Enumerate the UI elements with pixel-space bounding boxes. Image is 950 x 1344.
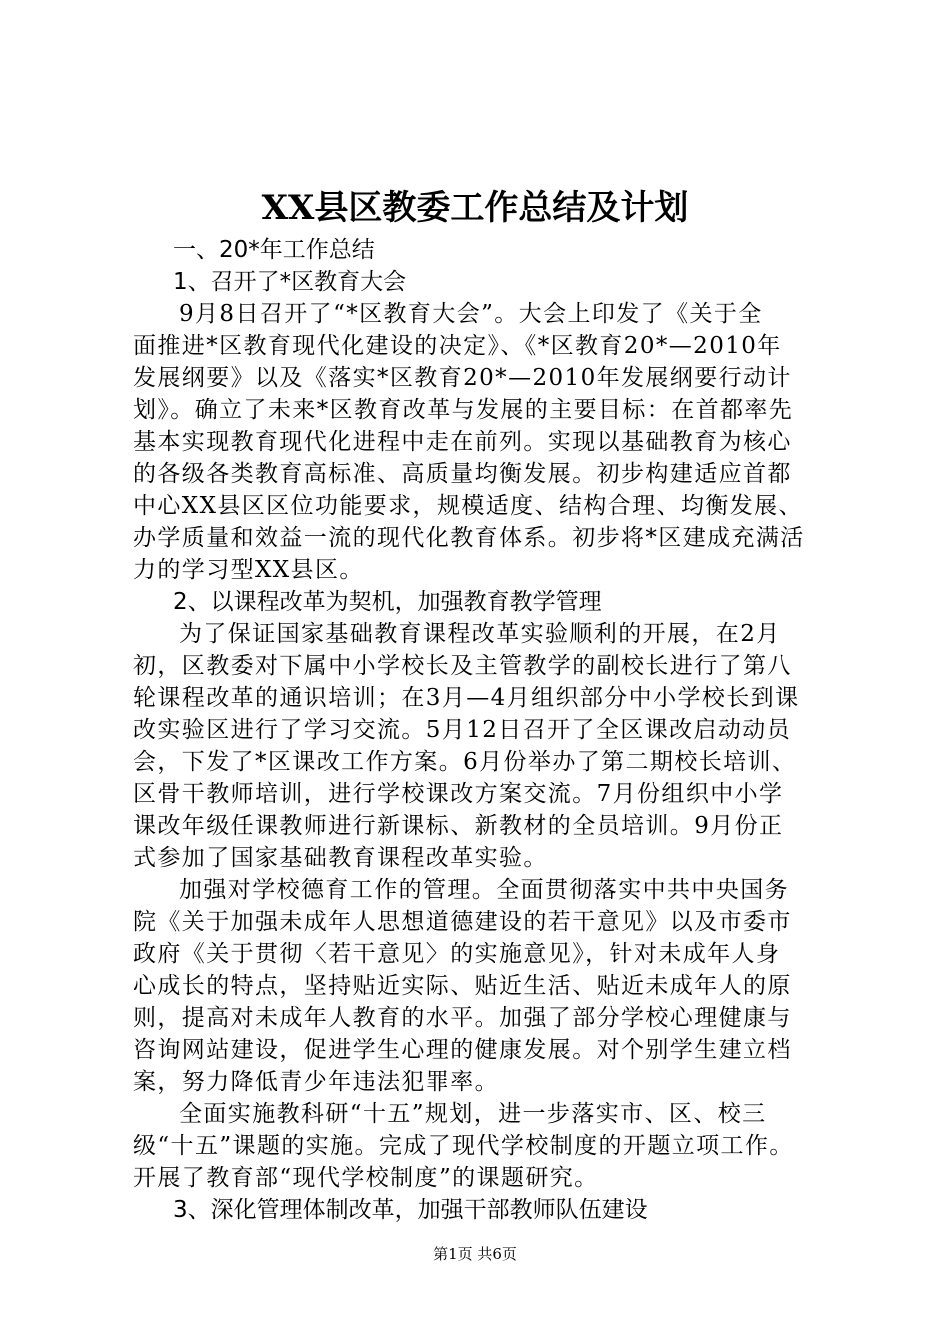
- paragraph-line: 咨询网站建设，促进学生心理的健康发展。对个别学生建立档: [133, 1037, 792, 1063]
- paragraph-line: 全面实施教科研“十五”规划，进一步落实市、区、校三: [179, 1101, 767, 1127]
- section-heading: 3、深化管理体制改革，加强干部教师队伍建设: [173, 1197, 648, 1223]
- paragraph-line: 发展纲要》以及《落实*区教育20*—2010年发展纲要行动计: [133, 365, 792, 391]
- document-title: XX县区教委工作总结及计划: [261, 188, 689, 228]
- paragraph-line: 会，下发了*区课改工作方案。6月份举办了第二期校长培训、: [133, 749, 797, 775]
- paragraph-line: 加强对学校德育工作的管理。全面贯彻落实中共中央国务: [179, 877, 789, 903]
- paragraph-line: 级“十五”课题的实施。完成了现代学校制度的开题立项工作。: [133, 1133, 794, 1159]
- paragraph-line: 开展了教育部“现代学校制度”的课题研究。: [133, 1165, 599, 1191]
- paragraph-line: 中心XX县区区位功能要求，规模适度、结构合理、均衡发展、: [133, 493, 803, 519]
- paragraph-line: 课改年级任课教师进行新课标、新教材的全员培训。9月份正: [133, 813, 784, 839]
- paragraph-line: 为了保证国家基础教育课程改革实验顺利的开展，在2月: [179, 621, 781, 647]
- paragraph-line: 9月8日召开了“*区教育大会”。大会上印发了《关于全: [179, 301, 763, 327]
- paragraph-line: 心成长的特点，坚持贴近实际、贴近生活、贴近未成年人的原: [133, 973, 792, 999]
- paragraph-line: 院《关于加强未成年人思想道德建设的若干意见》以及市委市: [133, 909, 792, 935]
- paragraph-line: 的各级各类教育高标准、高质量均衡发展。初步构建适应首都: [133, 461, 792, 487]
- paragraph-line: 区骨干教师培训，进行学校课改方案交流。7月份组织中小学: [133, 781, 784, 807]
- paragraph-line: 案，努力降低青少年违法犯罪率。: [133, 1069, 499, 1095]
- paragraph-line: 办学质量和效益一流的现代化教育体系。初步将*区建成充满活: [133, 525, 805, 551]
- section-heading: 1、召开了*区教育大会: [173, 269, 407, 295]
- paragraph-line: 面推进*区教育现代化建设的决定》、《*区教育20*—2010年: [133, 333, 782, 359]
- paragraph-line: 改实验区进行了学习交流。5月12日召开了全区课改启动动员: [133, 717, 792, 743]
- document-body: [133, 234, 833, 1226]
- section-heading: 2、以课程改革为契机，加强教育教学管理: [173, 589, 602, 615]
- paragraph-line: 政府《关于贯彻〈若干意见〉的实施意见》，针对未成年人身: [133, 941, 781, 967]
- paragraph-line: 则，提高对未成年人教育的水平。加强了部分学校心理健康与: [133, 1005, 792, 1031]
- page-footer: 第1页 共6页: [433, 1245, 517, 1263]
- paragraph-line: 划》。确立了未来*区教育改革与发展的主要目标：在首都率先: [133, 397, 794, 423]
- section-heading: 一、20*年工作总结: [173, 237, 375, 263]
- paragraph-line: 基本实现教育现代化进程中走在前列。实现以基础教育为核心: [133, 429, 792, 455]
- paragraph-line: 式参加了国家基础教育课程改革实验。: [133, 845, 548, 871]
- paragraph-line: 力的学习型XX县区。: [133, 557, 364, 583]
- paragraph-line: 轮课程改革的通识培训；在3月—4月组织部分中小学校长到课: [133, 685, 800, 711]
- paragraph-line: 初，区教委对下属中小学校长及主管教学的副校长进行了第八: [133, 653, 792, 679]
